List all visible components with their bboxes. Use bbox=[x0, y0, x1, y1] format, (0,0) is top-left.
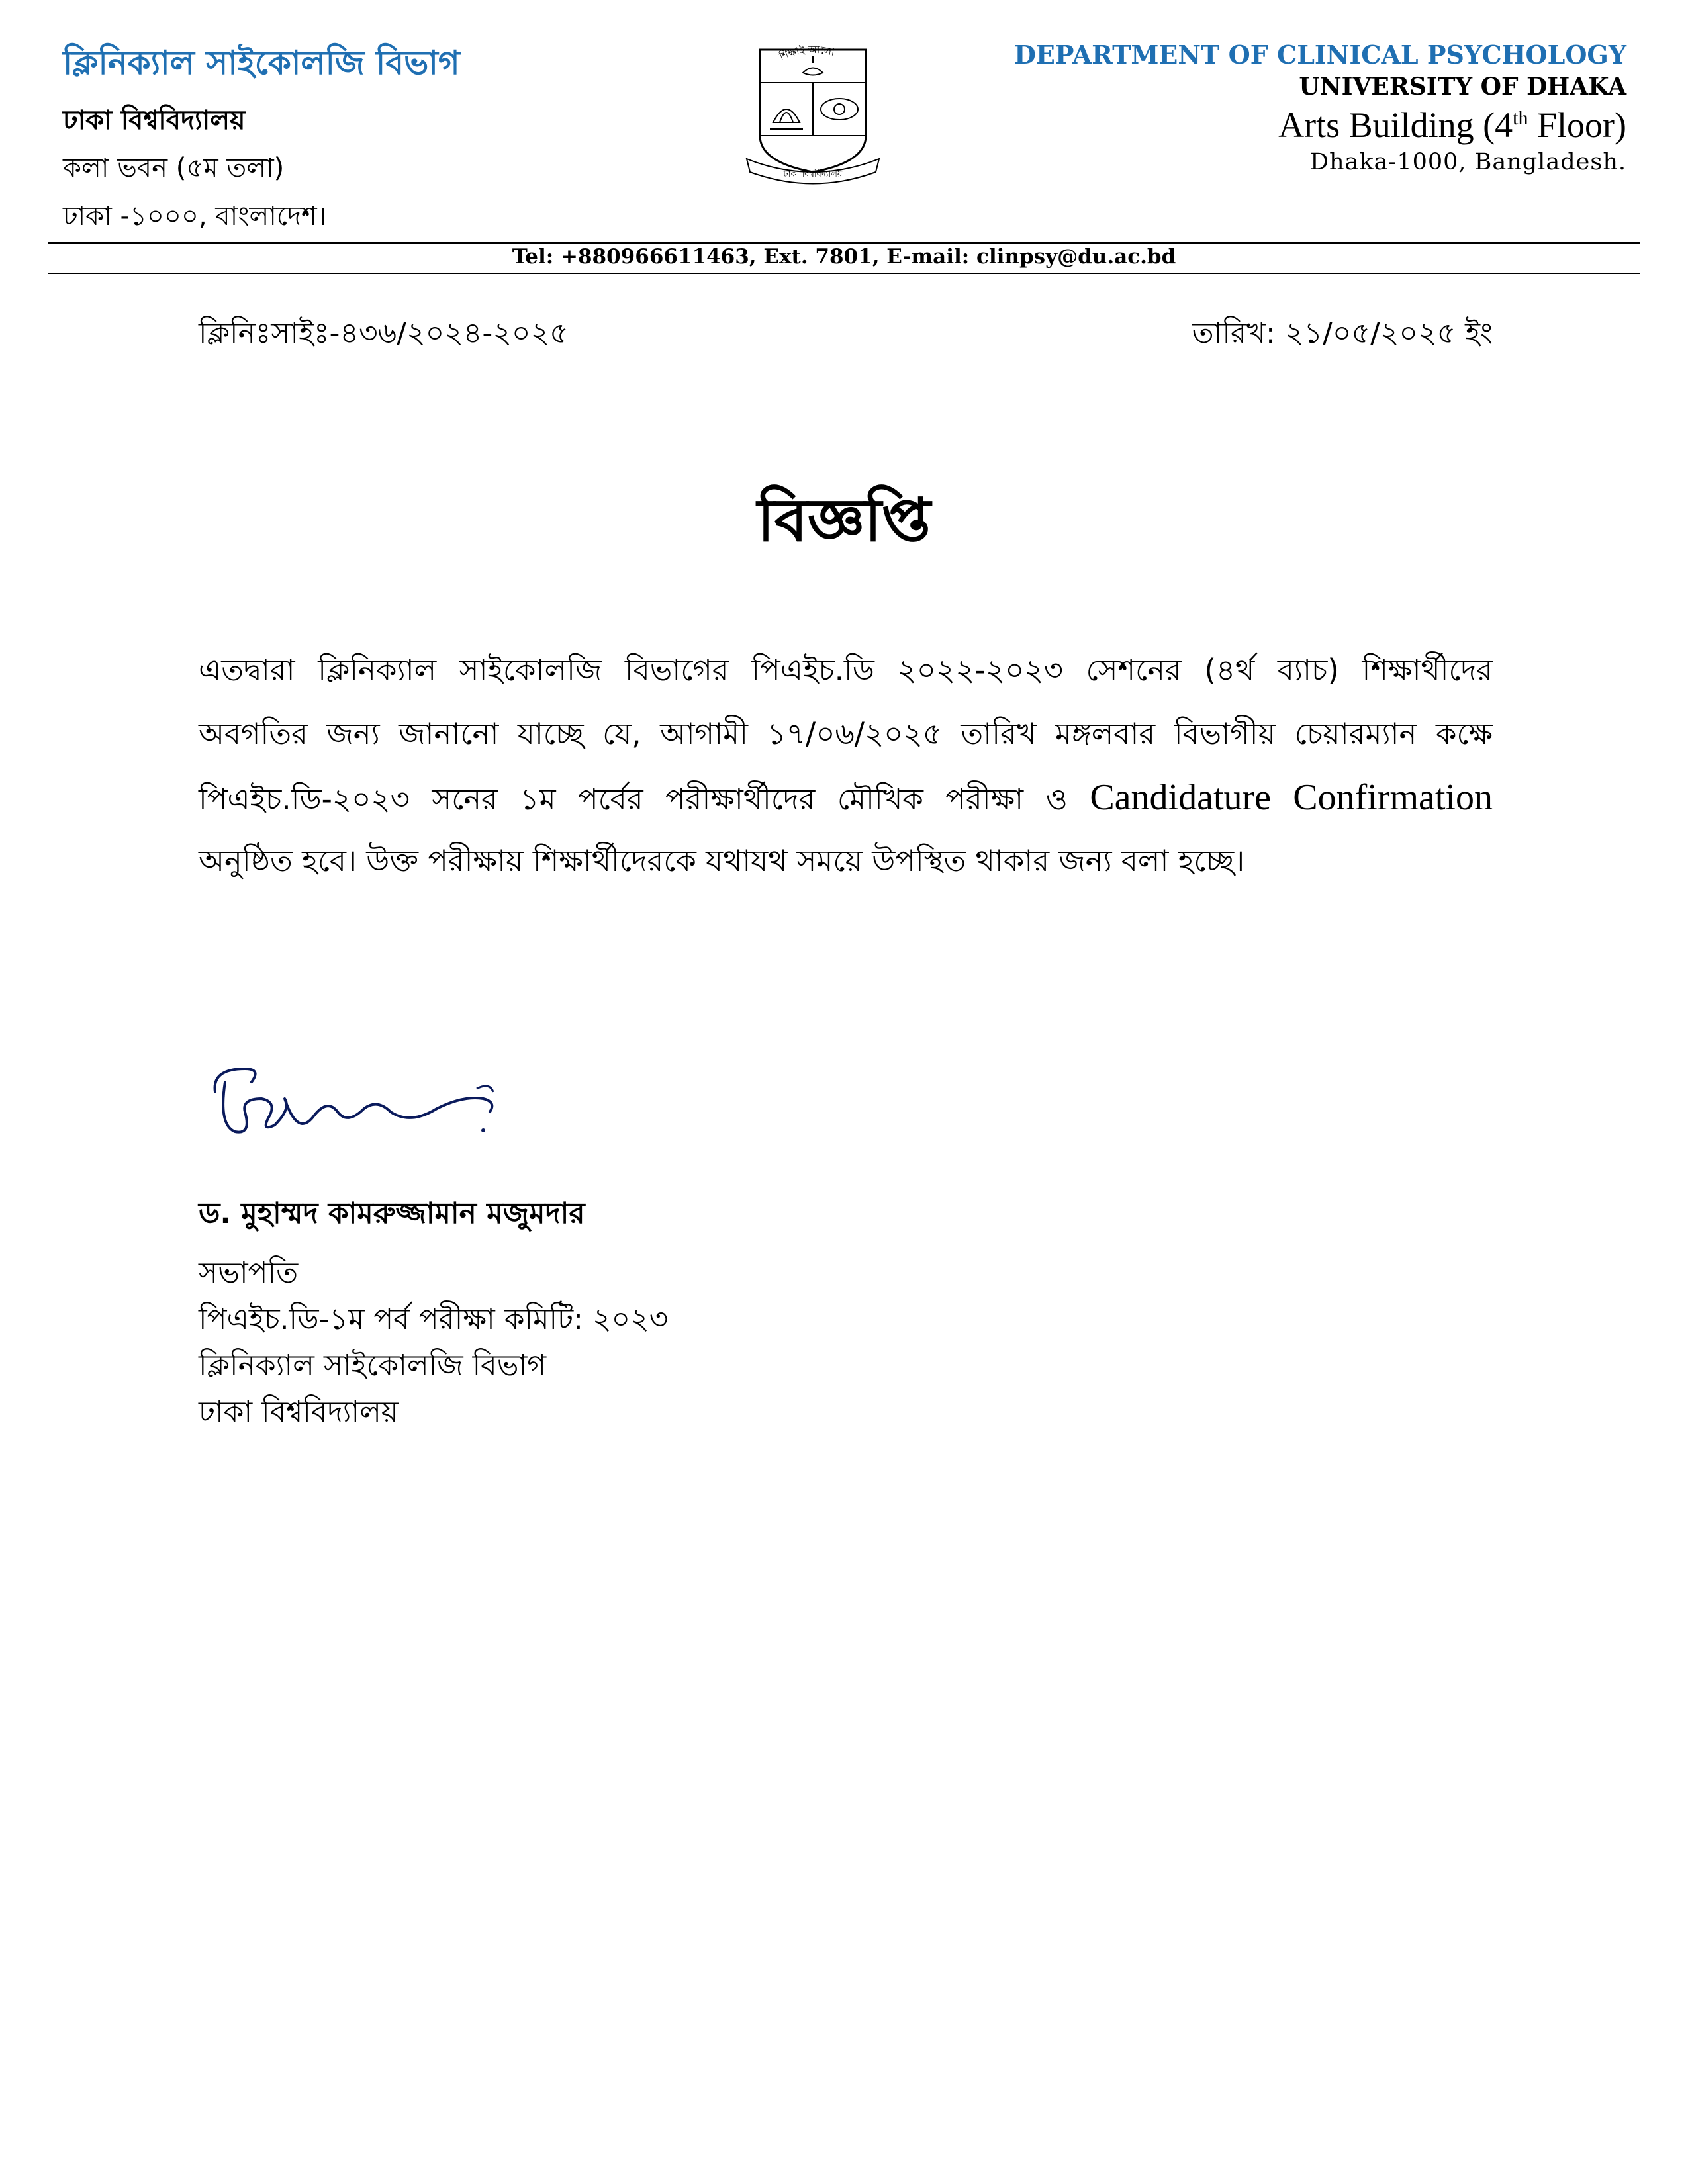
university-name-english: UNIVERSITY OF DHAKA bbox=[1299, 73, 1626, 101]
body-line: অবগতির জন্য জানানো যাচ্ছে যে, আগামী ১৭/০৬/২০২৫ তারিখ মঙ্গলবার বিভাগীয় চেয়ারম্যান কক্ষে bbox=[199, 716, 1493, 751]
city-english: Dhaka-1000, Bangladesh. bbox=[1309, 149, 1626, 175]
building-bangla: কলা ভবন (৫ম তলা) bbox=[63, 153, 285, 183]
department-name-english: DEPARTMENT OF CLINICAL PSYCHOLOGY bbox=[1013, 40, 1626, 69]
logo-motto: শিক্ষাই আলো bbox=[777, 43, 836, 63]
signatory-department: ক্লিনিক্যাল সাইকোলজি বিভাগ bbox=[199, 1349, 547, 1383]
notice-body bbox=[199, 639, 1493, 893]
header-rule-bottom bbox=[48, 273, 1640, 274]
signatory-role: সভাপতি bbox=[199, 1256, 299, 1290]
building-english: Arts Building (4th Floor) bbox=[1278, 105, 1626, 145]
city-bangla: ঢাকা -১০০০, বাংলাদেশ। bbox=[63, 201, 326, 232]
header-rule-top bbox=[48, 242, 1640, 244]
department-name-bangla: ক্লিনিক্যাল সাইকোলজি বিভাগ bbox=[63, 44, 460, 82]
body-line: পিএইচ.ডি-২০২৩ সনের ১ম পর্বের পরীক্ষার্থীদের মৌখিক পরীক্ষা ও Candidature Confirmation bbox=[199, 777, 1493, 818]
notice-date: তারিখ: ২১/০৫/২০২৫ ইং bbox=[1192, 316, 1493, 350]
svg-text:শিক্ষাই আলো bbox=[777, 44, 836, 63]
signatory-committee: পিএইচ.ডি-১ম পর্ব পরীক্ষা কমিটি: ২০২৩ bbox=[199, 1302, 669, 1336]
body-line: এতদ্বারা ক্লিনিক্যাল সাইকোলজি বিভাগের পিএইচ.ডি ২০২২-২০২৩ সেশনের (৪র্থ ব্যাচ) শিক্ষার্থীদের bbox=[199, 653, 1493, 688]
logo-ribbon-text: ঢাকা বিশ্ববিদ্যালয় bbox=[783, 169, 843, 179]
body-line: অনুষ্ঠিত হবে। উক্ত পরীক্ষায় শিক্ষার্থীদেরকে যথাযথ সময়ে উপস্থিত থাকার জন্য বলা হচ্ছে। bbox=[199, 843, 1245, 878]
handwritten-signature bbox=[199, 1052, 510, 1158]
signatory-name: ড. মুহাম্মদ কামরুজ্জামান মজুমদার bbox=[199, 1197, 585, 1230]
contact-line: Tel: +880966611463, Ext. 7801, E-mail: clinpsy@du.ac.bd bbox=[512, 245, 1176, 269]
university-logo bbox=[740, 36, 886, 189]
reference-number: ক্লিনিঃসাইঃ-৪৩৬/২০২৪-২০২৫ bbox=[199, 316, 569, 350]
signatory-university: ঢাকা বিশ্ববিদ্যালয় bbox=[199, 1395, 399, 1429]
university-name-bangla: ঢাকা বিশ্ববিদ্যালয় bbox=[63, 105, 246, 136]
notice-title: বিজ্ঞপ্তি bbox=[757, 486, 931, 555]
